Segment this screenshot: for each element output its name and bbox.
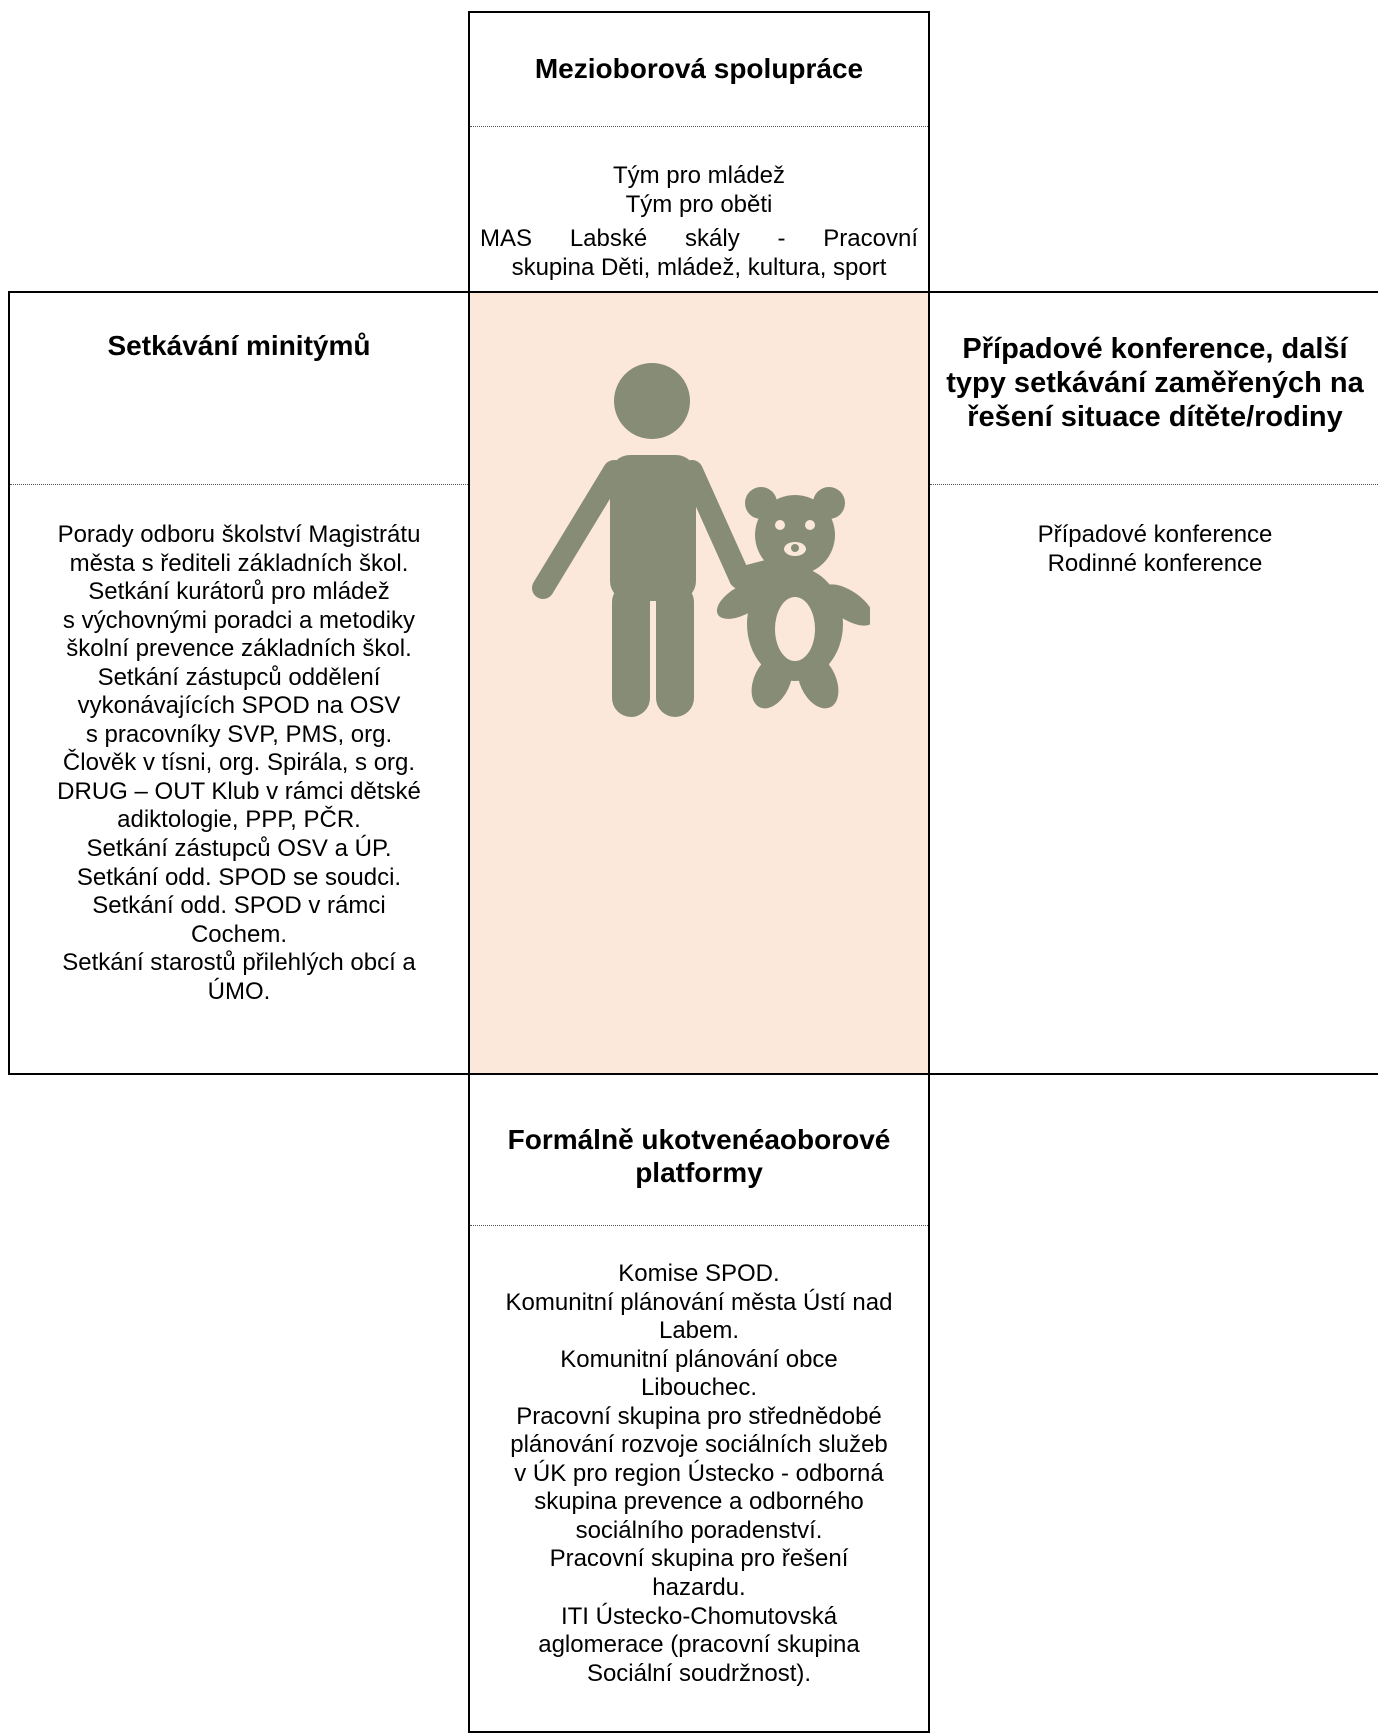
- content-line: Cochem.: [190, 920, 288, 948]
- box-title: Formálně ukotvenéaoborové platformy: [507, 1124, 891, 1188]
- box-content: [470, 127, 928, 282]
- minitym-meetings-box: [8, 291, 470, 1075]
- content-line: Setkání odd. SPOD se soudci.: [76, 863, 402, 891]
- content-line: Komunitní plánování města Ústí nad: [505, 1288, 893, 1316]
- content-line: Případové konference: [1037, 521, 1273, 548]
- content-line: adiktologie, PPP, PČR.: [117, 806, 361, 834]
- box-content: [470, 1226, 928, 1688]
- content-line: Setkání zástupců oddělení: [97, 663, 381, 691]
- box-content: [930, 485, 1378, 578]
- person-with-teddy-bear-icon: [530, 363, 870, 723]
- content-line: Setkání odd. SPOD v rámci: [92, 892, 386, 920]
- content-line: hazardu.: [652, 1574, 746, 1602]
- content-line: s pracovníky SVP, PMS, org.: [85, 720, 393, 748]
- content-line: s výchovnými poradci a metodiky: [62, 606, 416, 634]
- content-line: aglomerace (pracovní skupina: [538, 1631, 860, 1659]
- content-line: školní prevence základních škol.: [66, 635, 412, 663]
- content-line: Komunitní plánování obce: [560, 1345, 838, 1373]
- content-line: Labem.: [658, 1317, 740, 1345]
- content-line: Komise SPOD.: [618, 1260, 780, 1287]
- content-line: v ÚK pro region Ústecko - odborná: [514, 1459, 884, 1487]
- content-line: skupina prevence a odborného: [534, 1488, 864, 1516]
- content-line: Sociální soudržnost).: [586, 1659, 812, 1687]
- content-line: Pracovní skupina pro střednědobé: [516, 1402, 882, 1430]
- content-line: Tým pro mládež: [612, 162, 786, 189]
- box-content: [10, 485, 468, 1006]
- case-conference-box: [928, 291, 1378, 1075]
- center-child-box: [468, 291, 930, 1075]
- box-title: Mezioborová spolupráce: [534, 53, 864, 85]
- box-title: Setkávání minitýmů: [107, 330, 371, 361]
- content-line: Libouchec.: [640, 1374, 758, 1402]
- content-line: Člověk v tísni, org. Spirála, s org.: [62, 749, 416, 777]
- content-line: města s řediteli základních škol.: [69, 549, 409, 577]
- content-line: plánování rozvoje sociálních služeb: [510, 1431, 888, 1459]
- content-line: vykonávajících SPOD na OSV: [77, 692, 401, 720]
- content-line: Setkání zástupců OSV a ÚP.: [86, 835, 392, 863]
- content-line: Tým pro oběti: [625, 190, 773, 218]
- content-line: skupina Děti, mládež, kultura, sport: [511, 253, 887, 281]
- box-title: Případové konference, další typy setkávání zaměřených na řešení situace dítěte/rodiny: [946, 333, 1364, 433]
- content-line: Porady odboru školství Magistrátu: [57, 521, 421, 548]
- content-line: Pracovní skupina pro řešení: [549, 1545, 849, 1573]
- content-line: DRUG – OUT Klub v rámci dětské: [57, 777, 421, 805]
- content-line: sociálního poradenství.: [575, 1516, 823, 1544]
- content-line: MAS Labské skály - Pracovní: [480, 225, 918, 253]
- interdisciplinary-cooperation-box: [468, 11, 930, 293]
- content-line: Rodinné konference: [1047, 549, 1263, 577]
- content-line: Setkání starostů přilehlých obcí a: [62, 949, 416, 977]
- content-line: ÚMO.: [207, 977, 271, 1005]
- content-line: Setkání kurátorů pro mládež: [88, 578, 390, 606]
- content-line: ITI Ústecko-Chomutovská: [560, 1602, 838, 1630]
- formal-platforms-box: [468, 1073, 930, 1733]
